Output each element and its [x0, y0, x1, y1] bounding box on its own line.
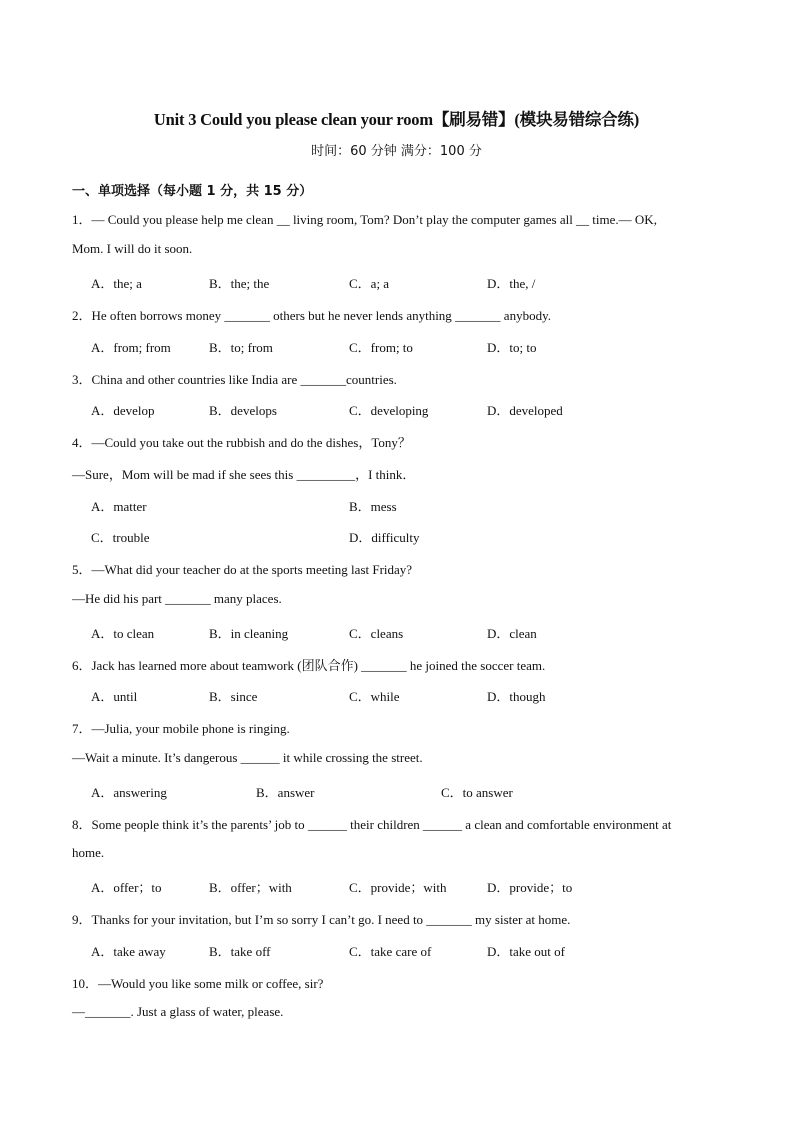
question-1-option-a[interactable]: A．the; a	[91, 276, 142, 291]
question-9-option-a[interactable]: A．take away	[91, 944, 166, 959]
question-6-line-1: 6．Jack has learned more about teamwork (团队合作) _______ he joined the soccer team.	[72, 658, 546, 673]
question-1-option-d[interactable]: D．the, /	[487, 276, 536, 291]
question-8-option-b[interactable]: B．offer；with	[209, 880, 292, 895]
time-and-score: 时间：60 分钟 满分：100 分	[311, 144, 482, 159]
question-6-option-d[interactable]: D．though	[487, 689, 546, 704]
question-3-option-c[interactable]: C．developing	[349, 403, 429, 418]
question-7-line-2: —Wait a minute. It’s dangerous ______ it while crossing the street.	[72, 750, 423, 765]
question-8-option-d[interactable]: D．provide；to	[487, 880, 573, 895]
question-2-option-c[interactable]: C．from; to	[349, 340, 413, 355]
question-5-line-1: 5．—What did your teacher do at the sports meeting last Friday?	[72, 562, 413, 577]
question-6-option-c[interactable]: C．while	[349, 689, 400, 704]
question-5-option-a[interactable]: A．to clean	[91, 626, 155, 641]
question-4-option-d[interactable]: D．difficulty	[349, 530, 420, 545]
question-8-line-1: 8．Some people think it’s the parents’ job to ______ their children ______ a clean and comfortable environment at	[72, 817, 672, 832]
question-2-option-b[interactable]: B．to; from	[209, 340, 273, 355]
page-title: Unit 3 Could you please clean your room【刷易错】(模块易错综合练)	[153, 110, 640, 129]
question-8-option-c[interactable]: C．provide；with	[349, 880, 447, 895]
question-4-line-1: 4．—Could you take out the rubbish and do the dishes，Tony？	[72, 435, 411, 450]
section-heading: 一、单项选择（每小题 1 分，共 15 分）	[72, 184, 313, 199]
question-3-line-1: 3．China and other countries like India are _______countries.	[72, 372, 397, 387]
question-7-line-1: 7．—Julia, your mobile phone is ringing.	[72, 721, 290, 736]
question-7-option-b[interactable]: B．answer	[256, 785, 315, 800]
question-2-option-a[interactable]: A．from; from	[91, 340, 171, 355]
question-5-option-b[interactable]: B．in cleaning	[209, 626, 289, 641]
question-5-option-c[interactable]: C．cleans	[349, 626, 404, 641]
question-9-option-b[interactable]: B．take off	[209, 944, 271, 959]
question-4-line-2: —Sure，Mom will be mad if she sees this _________，I think．	[72, 467, 416, 482]
question-4-option-a[interactable]: A．matter	[91, 499, 147, 514]
question-10-line-1: 10．—Would you like some milk or coffee, sir?	[72, 976, 324, 991]
question-9-option-d[interactable]: D．take out of	[487, 944, 565, 959]
question-7-option-c[interactable]: C．to answer	[441, 785, 513, 800]
question-4-option-c[interactable]: C．trouble	[91, 530, 150, 545]
question-4-option-b[interactable]: B．mess	[349, 499, 397, 514]
question-2-option-d[interactable]: D．to; to	[487, 340, 537, 355]
question-7-option-a[interactable]: A．answering	[91, 785, 167, 800]
question-5-line-2: —He did his part _______ many places.	[72, 591, 282, 606]
question-1-option-c[interactable]: C．a; a	[349, 276, 390, 291]
question-8-line-2: home.	[72, 845, 105, 860]
question-9-line-1: 9．Thanks for your invitation, but I’m so sorry I can’t go. I need to _______ my sister at home.	[72, 912, 571, 927]
question-10-line-2: —_______. Just a glass of water, please.	[72, 1004, 284, 1019]
question-6-option-b[interactable]: B．since	[209, 689, 258, 704]
question-1-option-b[interactable]: B．the; the	[209, 276, 270, 291]
question-5-option-d[interactable]: D．clean	[487, 626, 537, 641]
question-2-line-1: 2．He often borrows money _______ others but he never lends anything _______ anybody.	[72, 308, 551, 323]
question-9-option-c[interactable]: C．take care of	[349, 944, 432, 959]
question-8-option-a[interactable]: A．offer；to	[91, 880, 162, 895]
question-6-option-a[interactable]: A．until	[91, 689, 138, 704]
question-3-option-b[interactable]: B．develops	[209, 403, 277, 418]
question-3-option-d[interactable]: D．developed	[487, 403, 563, 418]
question-1-line-2: Mom. I will do it soon.	[72, 241, 193, 256]
question-3-option-a[interactable]: A．develop	[91, 403, 155, 418]
question-1-line-1: 1．— Could you please help me clean __ living room, Tom? Don’t play the computer games all __ time.— OK,	[72, 212, 657, 227]
